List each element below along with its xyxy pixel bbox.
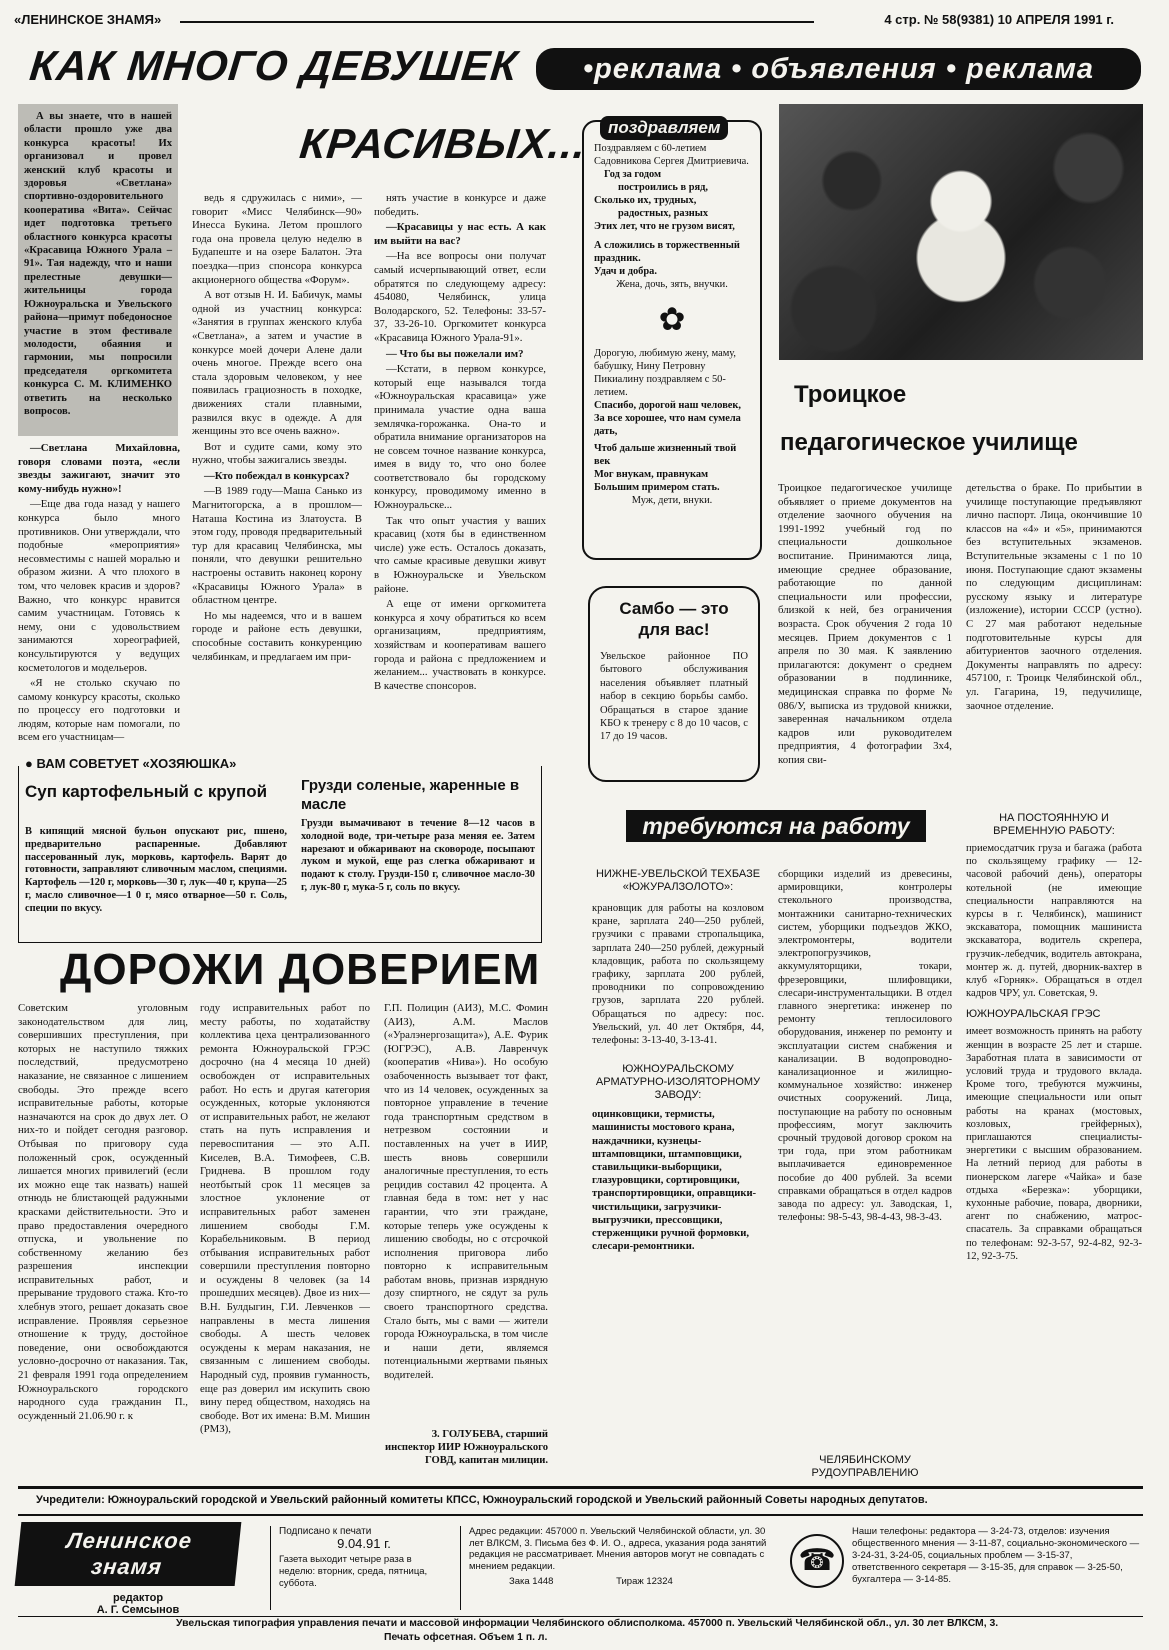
line: Большим примером стать. xyxy=(594,482,720,493)
congrats-box xyxy=(582,120,762,560)
sambo-text: Увельское районное ПО бытового обслуживания населения объявляет платный набор в секцию борьбы самбо. Обращаться в старое здание КБО к тренеру с 8 до 10 часов, с 17 до 19 часов. xyxy=(600,651,748,743)
cooking-box xyxy=(18,756,542,943)
line: Этих лет, что не грузом висят, xyxy=(594,221,735,232)
para: Так что опыт участия у ваших красавиц (хотя бы в единственном числе) уже есть. Осталось доказать, что самые красивые девушки живут в Южноуральске и Увельском районе. xyxy=(374,514,546,595)
para: —Кто побеждал в конкурсах? xyxy=(204,469,350,482)
beauty-col-3 xyxy=(374,192,546,752)
masthead xyxy=(14,10,1114,32)
line: построились в ряд, xyxy=(618,182,708,193)
founders: Учредители: Южноуральский городской и Увельский районный комитеты КПСС, Южноуральский городской и Увельский районный Советы народных депутатов. xyxy=(36,1494,928,1506)
cooking-header-text: ВАМ СОВЕТУЕТ «ХОЗЯЮШКА» xyxy=(36,756,237,771)
footer-rule-bottom xyxy=(18,1616,1143,1617)
mushroom-text: Грузди вымачивают в течение 8—12 часов в холодной воде, три-четыре раза меняя ее. Затем нарезают и обжаривают на сковороде, посыпают луком и мукой, еще раз слегка обжаривают и подают к столу. Грузди-150 г, сливочное масло-30 г, лук-80 г, мука-5 г, соль по вкусу. xyxy=(301,818,535,893)
para: —Красавицы у нас есть. А как им выйти на вас? xyxy=(374,221,546,247)
line: Удач и добра. xyxy=(594,266,657,277)
para: —Еще два года назад у нашего конкурса было много противников. Они утверждали, что подобные «мероприятия» несовместимы с нашей моралью и образом жизни. А что плохого в том, что человек красив и здоров? Важно, что конкурс нравится самим участницам. Готовясь к нему, они с удовольствием занимаются хореографией, консультируются у ведущих косметологов и модельеров. xyxy=(18,498,180,674)
line: Год за годом xyxy=(604,169,662,180)
para: А еще от имени оргкомитета конкурса я хочу обратиться ко всем организациям, предприятиям, хозяйствам и кооперативам вашего города и района с предложением и желанием... участвовать в конкурсе. В качестве спонсоров. xyxy=(374,598,546,692)
bullet-icon: ● xyxy=(25,756,37,771)
para: Но мы надеемся, что и в вашем городе и районе есть девушки, способные составить конкуренцию челябинкам, и предлагаем им при- xyxy=(192,609,362,663)
org3: ЧЕЛЯБИНСКОМУ РУДОУПРАВЛЕНИЮ xyxy=(811,1454,919,1479)
para: — Что бы вы пожелали им? xyxy=(386,347,524,360)
line: За все хорошее, что нам сумела дать, xyxy=(594,413,741,437)
trust-headline: ДОРОЖИ ДОВЕРИЕМ xyxy=(60,945,541,994)
editor-name: А. Г. Семсынов xyxy=(96,1604,180,1616)
jobs-col-1 xyxy=(592,868,764,1468)
run: Тираж 12324 xyxy=(616,1576,673,1587)
beauty-col-1 xyxy=(18,442,180,742)
para: —В 1989 году—Маша Санько из Магнитогорска, а в прошлом—Наташа Костина из Златоуста. В этом году, проводя предварительный тур для красавиц Челябинска, мы поняли, что девушки решительно настроены оставить наконец корону «Красавицы Южного Урала» в областном центре. xyxy=(192,485,362,607)
trust-col-2: году исправительных работ по месту работы, по ходатайству коллектива цеха централизованного ремонта Южноуральской ГРЭС досрочно (на 4 месяца 10 дней) освобожден от исправительных работ. Но есть и другая категория осужденных, которые уклоняются от исправительных работ, не желают стать на путь исправления и перевоспитания — это А.П. Киселев, В.А. Тимофеев, С.В. Гриднева. В прошлом году неотбытый срок 11 месяцев за злостное уклонение от исправительных работ заменен лишением свободы Г.М. Корабельниковым. В период отбывания исправительных работ совершили преступления повторно и осуждены 8 человек (за 14 прошедших месяцев). Двое из них—В.Н. Булдыгин, Г.И. Левченков — направлены в места лишения свободы. А шесть человек осуждены к мерам наказания, не связанным с лишением свободы. Народный суд, проявив гуманность, еще раз доверил им искупить свою вину перед обществом, находясь на свободе. Вот их имена: В.М. Мишин (РМЗ), xyxy=(200,1002,370,1436)
congrats-text-1 xyxy=(594,142,750,291)
ads-banner: •реклама • объявления • реклама xyxy=(536,48,1141,90)
line: Поздравляем с 60-летием Садовникова Сергея Дмитриевича. xyxy=(594,143,749,167)
line: Спасибо, дорогой наш человек, xyxy=(594,400,741,411)
logo-box xyxy=(18,1522,258,1616)
college-col-2: детельства о браке. По прибытии в училище поступающие предъявляют лично паспорт. Лица, окончившие 10 классов на «4» и «5», принимаются без вступительных экзаменов. Вступительные экзамены с 1 по 10 июня. Поступающие сдают экзамены по следующим дисциплинам: русскому языку и литературе (изложение), истории СССР (устно). С 27 мая работают недельные подготовительные курсы для абитуриентов заочного отделения. Документы направлять по адресу: 457100, г. Троицк Челябинской обл., ул. Гагарина, 19, педучилище, заочное отделение. xyxy=(966,482,1142,712)
para: нять участие в конкурсе и даже победить. xyxy=(374,192,546,218)
org2-items: оцинковщики, термисты, машинисты мостового крана, наждачники, кузнецы-штамповщики, штамповщики, ставильщики-выборщики, глазуровщики, сортировщики, транспортировщики, оправщики-чистильщики, загрузчики-выгрузчики, прессовщики, стерженщики ручной формовки, слесари-ремонтники. xyxy=(592,1109,757,1253)
para: ведь я сдружилась с ними», —говорит «Мисс Челябинск—90» Инесса Букина. Летом прошлого года она провела целую неделю в Будапеште и на озере Балатон. Эта поездка—приз спонсора конкурса акционерного общества «Форум». xyxy=(192,192,362,286)
para: А вот отзыв Н. И. Бабичук, мамы одной из участниц конкурса: «Занятия в группах женского клуба «Светлана», а затем и участие в конкурсе моей дочери Алене дали очень многое. Прежде всего она стала здоровым человеком, у нее появилась грациозность в походке, движениях стали плавными, развился вкус в одежде. А для женщины это все очень важно». xyxy=(192,289,362,438)
footer-rule-top xyxy=(18,1486,1143,1489)
para: Вот и судите сами, кому это нужно, чтобы зажигались звезды. xyxy=(192,440,362,467)
newspaper-logo: Ленинское знамя xyxy=(15,1522,242,1586)
line: Чтоб дальше жизненный твой век xyxy=(594,443,737,467)
signed-date: 9.04.91 г. xyxy=(337,1536,391,1551)
soup-title: Суп картофельный с крупой xyxy=(25,782,268,801)
flower-icon: ✿ xyxy=(658,301,686,337)
issue-info: 4 стр. № 58(9381) 10 АПРЕЛЯ 1991 г. xyxy=(884,12,1114,27)
cooking-header xyxy=(19,756,242,771)
col3-items-2: имеет возможность принять на работу женщин в возрасте 25 лет и старше. Заработная плата в зависимости от условий труда и трудового вклада. Кроме того, требуются мужчины, имеющие специальности или опыт работы на кранах (мостовых, козловых, грейферных), приглашаются специалисты-энергетики с высшим образованием. На летний период для работы в пионерском лагере «Чайка» и базе отдыха «Березка»: уборщики, кухонные рабочие, повара, дворники, агент по снабжению, матрос-спасатель. За справками обращаться по телефонам: 92-3-57, 92-4-82, 92-3-12, 92-3-75. xyxy=(966,1026,1142,1262)
intro-text: А вы знаете, что в нашей области прошло уже два конкурса красоты! Их организовал и провел женский клуб красоты и здоровья «Светлана» спортивно-оздоровительного кооператива «Вита». Сейчас идет подготовка третьего областного конкурса красоты «Красавица Южного Урала – 91». Тая надежду, что и наши прелестные девушки—жительницы города Южноуральска и Увельского района—примут победоносное участие в этом фестивале молодости, обаяния и гармонии, мы попросили председателя оргкомитета конкурса С. М. КЛИМЕНКО ответить на несколько вопросов. xyxy=(24,111,172,417)
org1-items: крановщик для работы на козловом кране, зарплата 240—250 рублей, грузчики с правами стропальщика, зарплата 240—250 рублей, дежурный кладовщик, работа по скользящему графику, зарплата 200 рублей, проводники по сопровождению грузов, зарплата 220 рублей. Обращаться по адресу: пос. Увельский, ул. 40 лет Октября, 44, телефоны: 3-13-40, 3-13-41. xyxy=(592,903,764,1047)
jobs-banner: требуются на работу xyxy=(626,810,926,842)
line: Дорогую, любимую жену, маму, бабушку, Нину Петровну Пикиалину поздравляем с 50-летием. xyxy=(594,348,737,398)
phone-icon: ☎ xyxy=(790,1534,844,1588)
beauty-col-2 xyxy=(192,192,362,742)
line: Сколько их, трудных, xyxy=(594,195,697,206)
trust-signature: З. ГОЛУБЕВА, старший инспектор ИИР Южноуральского ГОВД, капитан милиции. xyxy=(385,1429,548,1467)
address: Адрес редакции: 457000 п. Увельский Челябинской области, ул. 30 лет ВЛКСМ, 3. Письма без Ф. И. О., адреса, указания рода занятий редакция не рассматривает. Мнения авторов могут не совпадать с мнением редакции. xyxy=(469,1526,767,1572)
beauty-headline-2: КРАСИВЫХ... xyxy=(297,120,589,167)
jobs-col-2 xyxy=(778,868,952,1468)
para: —На все вопросы они получат самый исчерпывающий ответ, если обратятся по следующему адресу: 454080, Челябинск, улица Володарского, 52. Телефоны: 33-57-37, 33-26-10. Оргкомитет конкурса «Красавица Южного Урала-91». xyxy=(374,250,546,344)
org1: НИЖНЕ-УВЕЛЬСКОЙ ТЕХБАЗЕ «ЮЖУРАЛЗОЛОТО»: xyxy=(595,868,761,893)
college-title-1: Троицкое xyxy=(794,381,907,408)
print-info: Печать офсетная. Объем 1 п. л. xyxy=(384,1632,548,1643)
para: —Светлана Михайловна, говоря словами поэта, «если звезды зажигают, значит это кому-нибудь нужно»! xyxy=(18,442,180,495)
editor-label: редактор xyxy=(112,1592,164,1604)
congrats-title: поздравляем xyxy=(600,116,728,140)
schedule: Газета выходит четыре раза в неделю: вторник, среда, пятница, суббота. xyxy=(279,1554,428,1589)
mushroom-title: Грузди соленые, жаренные в масле xyxy=(301,777,520,813)
order: Зака 1448 xyxy=(509,1576,554,1587)
line: радостных, разных xyxy=(618,208,709,219)
col3-head: НА ПОСТОЯННУЮ И ВРЕМЕННУЮ РАБОТУ: xyxy=(993,812,1115,837)
org2: ЮЖНОУРАЛЬСКОМУ АРМАТУРНО-ИЗОЛЯТОРНОМУ ЗАВОДУ: xyxy=(595,1063,761,1102)
order-run xyxy=(469,1576,769,1588)
line: Жена, дочь, зять, внучки. xyxy=(616,279,728,290)
line: Муж, дети, внуки. xyxy=(631,495,713,506)
college-col-1: Троицкое педагогическое училище объявляет о приеме документов на отделение заочного обучения на 1991-1992 учебный год по специальности дошкольное воспитание. Принимаются лица, имеющие среднее образование, работающие по данной специальности или профессии, близкой к ней, без ограничения возраста. Срок обучения 2 года 10 месяцев. Прием документов с 1 апреля по 30 мая. К заявлению прилагаются: документ о среднем образовании в подлиннике, медицинская справка по форме № 086/У, выписка из трудовой книжки, заверенная начальником отдела кадров или руководителем предприятия, 4 фотографии 3х4, копия сви- xyxy=(778,482,952,766)
photo-girl-in-flowers xyxy=(779,104,1143,360)
jobs-col-3 xyxy=(966,812,1142,1468)
col3-items: приемосдатчик груза и багажа (работа по скользящему графику — 12-часовой рабочий день), операторы котельной (не имеющие специальности направляются на курсы в г. Челябинск), машинист экскаватора, помощник машиниста экскаватора, водитель скрепера, грузчик-лебедчик, водитель автокрана, монтер ж. д. путей, дворник-вахтер в клуб «Горняк». Обращаться в отдел кадров ЧРУ, ул. Советская, 9. xyxy=(966,843,1142,1000)
line: А сложились в торжественный праздник. xyxy=(594,240,740,264)
line: Мог внукам, правнукам xyxy=(594,469,709,480)
para: —Кстати, в первом конкурсе, который еще назывался тогда «Южноуральская красавица» уже принимала участие одна ваша землячка-горожанка. Она-то и обратила внимание организаторов на не совсем точное название конкурса, имея в виду то, что оно более соответствовало бы городскому конкурсу, проводимому именно в Южноуральске... xyxy=(374,363,546,512)
trust-col-1: Советским уголовным законодательством для лиц, совершивших преступления, при которых не наступило тяжких последствий, предусмотрено наказание, не связанное с лишением свободы. Это прежде всего исправительные работы, которые назначаются на срок до двух лет. О них-то и пойдет сегодня разговор. Отбывая по приговору суда положенный срок, осужденный лишается многих привилегий (если их можно еще так назвать) нашей отнюдь не блистающей радужными красками действительности. Это и право предоставления очередного отпуска, и увольнение по собственному желанию без разрешения инспекции исправительных работ, и прерывание трудового стажа. Кто-то хлебнув этого, решает доказать свое исправление. Проявляя серьезное отношение к труду, достойное поведение, они освобождаются условно-досрочно от наказания. Так, 21 февраля 1991 года определением Южноуральского городского народного суда гражданин П., осужденный 21.06.90 г. к xyxy=(18,1002,188,1422)
signed-label: Подписано к печати xyxy=(279,1526,372,1537)
beauty-intro xyxy=(18,104,178,436)
college-title-2: педагогическое училище xyxy=(780,429,1078,456)
beauty-headline-1: КАК МНОГО ДЕВУШЕК xyxy=(27,42,521,89)
org4: ЮЖНОУРАЛЬСКАЯ ГРЭС xyxy=(966,1008,1101,1021)
masthead-rule xyxy=(180,21,814,23)
printer: Увельская типография управления печати и массовой информации Челябинского облисполкома. 457000 п. Увельский Челябинской обл., ул. 30 лет ВЛКСМ, 3. xyxy=(176,1618,999,1629)
col2-items: сборщики изделий из древесины, армировщики, контролеры стекольного производства, монтажники санитарно-технических систем, уборщики подъездов ЖКО, электромонтеры, водители электропогрузчиков, аккумуляторщики, токари, фрезеровщики, шлифовщики, слесари-инструментальщики. В отдел главного энергетика: инженер по ремонту теплосилового оборудования, инженер по ремонту и эксплуатации систем снабжения и канализации. В водопроводно-канализационное и жилищно-коммунальное хозяйство: инженер очистных сооружений. Лица, поступающие на работу по основным профессиям, могут заключить срочный трудовой договор сроком на три года, при этом работникам выплачивается единовременное пособие до 400 рублей. За всеми справками обращаться в отдел кадров завода по адресу: ул. Заводская, 1, телефоны: 98-5-43, 98-4-43, 98-3-43. xyxy=(778,869,952,1224)
para: «Я не столько скучаю по самому конкурсу красоты, сколько по процессу его подготовки и людям, которые нам помогали, по всем его участницам— xyxy=(18,677,180,742)
sambo-box xyxy=(588,586,760,782)
congrats-text-2 xyxy=(594,347,750,507)
address-box xyxy=(460,1526,769,1610)
soup-text: В кипящий мясной бульон опускают рис, пшено, предварительно распаренные. Добавляют пассерованный лук, морковь, картофель. Варят до готовности, заправляют сливочным маслом, специями. Картофель —120 г, морковь—30 г, лук—40 г, крупа—25 г, масло сливочное—1 0 г, мясо отварное—50 г. Соль, специи по вкусу. xyxy=(25,826,287,914)
sambo-title: Самбо — это для вас! xyxy=(619,599,729,639)
trust-col-3: Г.П. Полицин (АИЗ), М.С. Фомин (АИЗ), А.М. Маслов («Уралэнергозащита»), А.Е. Фурик (ЮГРЭС), А.В. Лавренчук (кооператив «Нива»). Но особую озабоченность вызывает тот факт, что из 14 человек, осужденных за повторное управление в течение года транспортным средством в нетрезвом состоянии и поставленных на учет в ИИР, шесть вновь совершили аналогичные преступления, то есть рецидив составил 42 процента. А главная беда в том: нет у нас гарантии, что эти граждане, которые теперь уже осуждены к лишению свободы, но с отсрочкой исполнения приговора либо повторно к исправительным работам вновь, признав изрядную дозу спиртного, не сядут за руль своего транспортного средства. Стало быть, мы с вами — жители города Южноуральска, в том числе и наши дети, являемся потенциальными жертвами пьяных водителей. xyxy=(384,1002,548,1382)
signed-box xyxy=(270,1526,449,1610)
paper-name: «ЛЕНИНСКОЕ ЗНАМЯ» xyxy=(14,12,162,27)
footer-rule-mid xyxy=(18,1514,1143,1516)
phones: Наши телефоны: редактора — 3-24-73, отделов: изучения общественного мнения — 3-11-87, социально-экономического — 3-24-31, 3-24-05, социальных проблем — 3-15-37, ответственного секретаря — 3-15-35, для справок — 3-25-50, бухгалтера — 3-14-85. xyxy=(852,1526,1140,1585)
